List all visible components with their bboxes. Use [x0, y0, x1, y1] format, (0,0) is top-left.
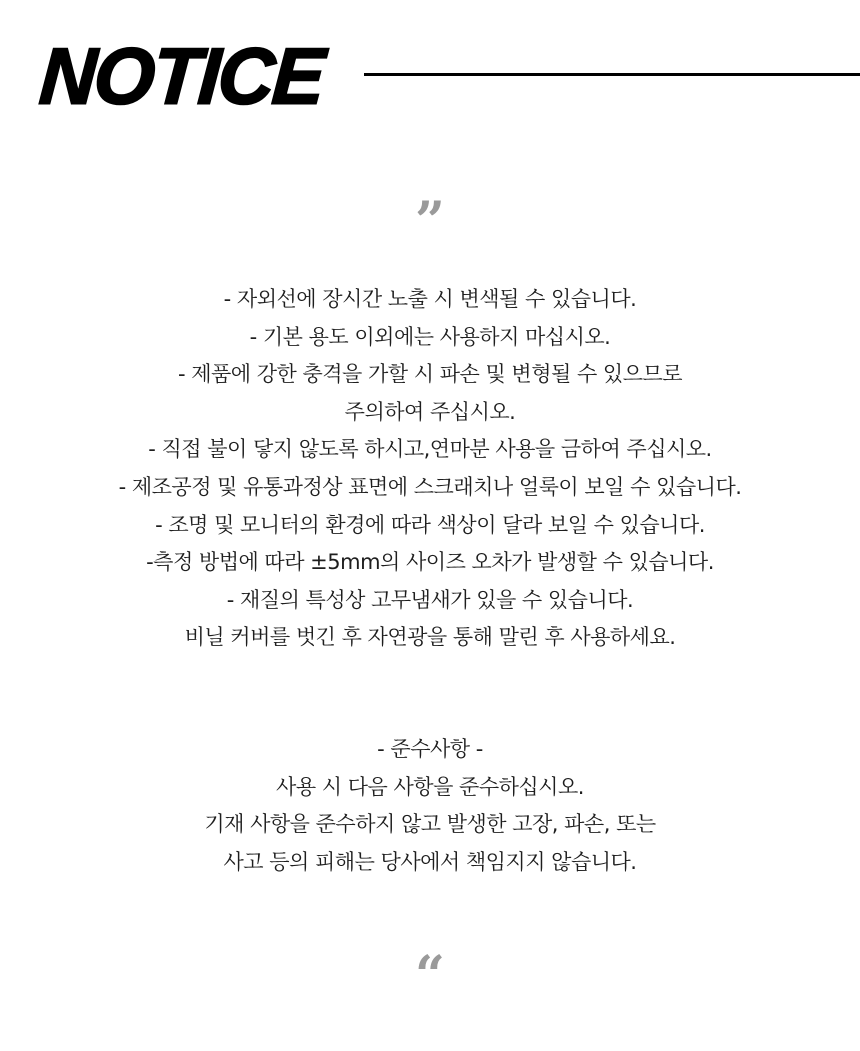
- notice-line: 비닐 커버를 벗긴 후 자연광을 통해 말린 후 사용하세요.: [184, 625, 676, 650]
- compliance-line: 사용 시 다음 사항을 준수하십시오.: [276, 774, 584, 799]
- notice-line: - 직접 불이 닿지 않도록 하시고,연마분 사용을 금하여 주십시오.: [148, 437, 712, 462]
- notice-line: - 재질의 특성상 고무냄새가 있을 수 있습니다.: [226, 587, 634, 612]
- notice-line: - 기본 용도 이외에는 사용하지 마십시오.: [249, 324, 611, 349]
- notice-line: 주의하여 주십시오.: [344, 399, 516, 424]
- notice-line: - 제조공정 및 유통과정상 표면에 스크래치나 얼룩이 보일 수 있습니다.: [118, 474, 742, 499]
- notice-list: [0, 281, 860, 657]
- notice-line: - 조명 및 모니터의 환경에 따라 색상이 달라 보일 수 있습니다.: [155, 512, 705, 537]
- closing-quote-icon: ”: [415, 191, 445, 252]
- compliance-line: 사고 등의 피해는 당사에서 책임지지 않습니다.: [223, 849, 637, 874]
- compliance-heading: - 준수사항 -: [377, 737, 483, 761]
- notice-line: -측정 방법에 따라 ±5mm의 사이즈 오차가 발생할 수 있습니다.: [146, 550, 714, 575]
- compliance-section: [0, 731, 860, 881]
- page-title: NOTICE: [36, 31, 326, 121]
- header-divider: [364, 73, 860, 76]
- notice-line: - 자외선에 장시간 노출 시 변색될 수 있습니다.: [223, 287, 637, 311]
- opening-quote-icon: “: [415, 945, 445, 1006]
- compliance-line: 기재 사항을 준수하지 않고 발생한 고장, 파손, 또는: [204, 812, 656, 836]
- notice-line: - 제품에 강한 충격을 가할 시 파손 및 변형될 수 있으므로: [177, 362, 683, 387]
